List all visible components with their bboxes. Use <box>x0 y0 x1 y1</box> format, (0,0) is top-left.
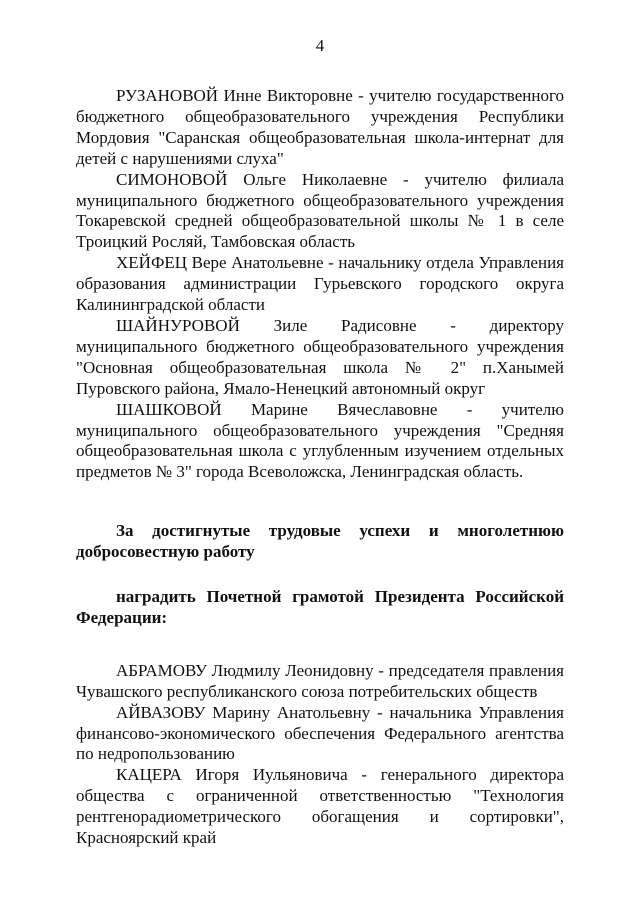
award-entry-simonova: СИМОНОВОЙ Ольге Николаевне - учителю филиала муниципального бюджетного общеобразовательного учреждения Токаревской средней общеобразовательной школы № 1 в селе Троицкий Росляй, Тамбовская область <box>76 169 564 252</box>
award-entry-kheifets: ХЕЙФЕЦ Вере Анатольевне - начальнику отдела Управления образования администрации Гурьевского городского округа Калининградской области <box>76 253 564 315</box>
award-entry-abramova: АБРАМОВУ Людмилу Леонидовну - председателя правления Чувашского республиканского союза потребительских обществ <box>76 660 564 701</box>
document-body <box>76 86 564 849</box>
award-entry-katser: КАЦЕРА Игоря Иульяновича - генерального директора общества с ограниченной ответственностью "Технология рентгенорадиометрического обогащения и сортировки", Красноярский край <box>76 765 564 848</box>
spacer <box>76 629 564 661</box>
award-entry-shainurova: ШАЙНУРОВОЙ Зиле Радисовне - директору муниципального бюджетного общеобразовательного учреждения "Основная общеобразовательная школа № 2" п.Ханымей Пуровского района, Ямало-Ненецкий автономный округ <box>76 315 564 398</box>
award-action-heading: наградить Почетной грамотой Президента Российской Федерации: <box>76 587 564 627</box>
spacer <box>76 483 564 521</box>
spacer <box>76 563 564 587</box>
award-entry-shashkova: ШАШКОВОЙ Марине Вячеславовне - учителю муниципального общеобразовательного учреждения "Средняя общеобразовательная школа с углубленным изучением отдельных предметов № 3" города Всеволожска, Ленинградская область. <box>76 399 564 482</box>
award-reason-heading: За достигнутые трудовые успехи и многолетнюю добросовестную работу <box>76 521 564 562</box>
award-entry-ruzanova: РУЗАНОВОЙ Инне Викторовне - учителю государственного бюджетного общеобразовательного учреждения Республики Мордовия "Саранская общеобразовательная школа-интернат для детей с нарушениями слуха" <box>76 86 564 168</box>
page-number: 4 <box>315 36 325 55</box>
award-entry-aivazova: АЙВАЗОВУ Марину Анатольевну - начальника Управления финансово-экономического обеспечения Федерального агентства по недропользованию <box>76 702 564 764</box>
